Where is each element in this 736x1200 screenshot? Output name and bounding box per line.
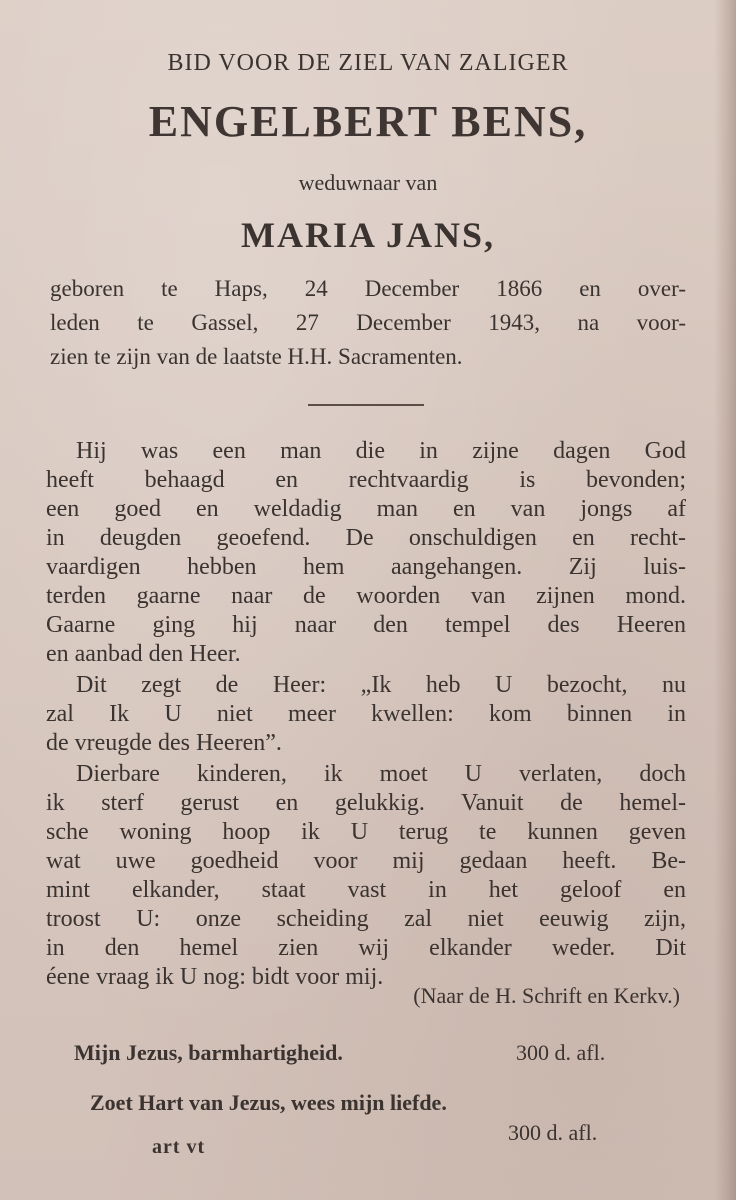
text-line: in den hemel zien wij elkander weder. Dit: [46, 935, 686, 961]
text-line: Dierbare kinderen, ik moet U verlaten, doch: [76, 761, 686, 787]
text-line: heeft behaagd en rechtvaardig is bevonden;: [46, 467, 686, 493]
text-line: wat uwe goedheid voor mij gedaan heeft. Be-: [46, 848, 686, 874]
indulgence-2: 300 d. afl.: [508, 1120, 598, 1145]
bio-line: leden te Gassel, 27 December 1943, na voor-: [50, 310, 686, 335]
prayer-heading: BID VOOR DE ZIEL VAN ZALIGER: [167, 50, 569, 76]
text-line: mint elkander, staat vast in het geloof en: [46, 877, 686, 903]
text-line: ik sterf gerust en gelukkig. Vanuit de hemel-: [46, 790, 686, 816]
widower-of-label: weduwnaar van: [298, 170, 438, 195]
indulgence-1: 300 d. afl.: [516, 1040, 606, 1065]
prayer-2: Zoet Hart van Jezus, wees mijn liefde.: [90, 1090, 447, 1115]
bio-line: geboren te Haps, 24 December 1866 en over-: [50, 276, 686, 301]
text-line: Hij was een man die in zijne dagen God: [76, 438, 686, 464]
text-line: Dit zegt de Heer: „Ik heb U bezocht, nu: [76, 672, 686, 698]
prayer-1: Mijn Jezus, barmhartigheid.: [74, 1040, 343, 1065]
text-line: sche woning hoop ik U terug te kunnen geven: [46, 819, 686, 845]
text-line: zal Ik U niet meer kwellen: kom binnen in: [46, 701, 686, 727]
scripture-source: (Naar de H. Schrift en Kerkv.): [413, 983, 680, 1008]
text-line: de vreugde des Heeren”.: [46, 730, 282, 756]
text-line: een goed en weldadig man en van jongs af: [46, 496, 686, 522]
text-line: en aanbad den Heer.: [46, 641, 241, 667]
spouse-name: MARIA JANS,: [240, 215, 495, 255]
bio-line: zien te zijn van de laatste H.H. Sacramenten.: [50, 344, 463, 369]
text-line: éene vraag ik U nog: bidt voor mij.: [46, 964, 384, 990]
divider: [308, 404, 424, 406]
deceased-name: ENGELBERT BENS,: [148, 97, 588, 146]
text-line: terden gaarne naar de woorden van zijnen mond.: [46, 583, 686, 609]
text-line: in deugden geoefend. De onschuldigen en recht-: [46, 525, 686, 551]
text-line: vaardigen hebben hem aangehangen. Zij luis-: [46, 554, 686, 580]
printer-mark: art vt: [152, 1136, 206, 1158]
text-line: Gaarne ging hij naar den tempel des Heeren: [46, 612, 686, 638]
text-line: troost U: onze scheiding zal niet eeuwig zijn,: [46, 906, 686, 932]
